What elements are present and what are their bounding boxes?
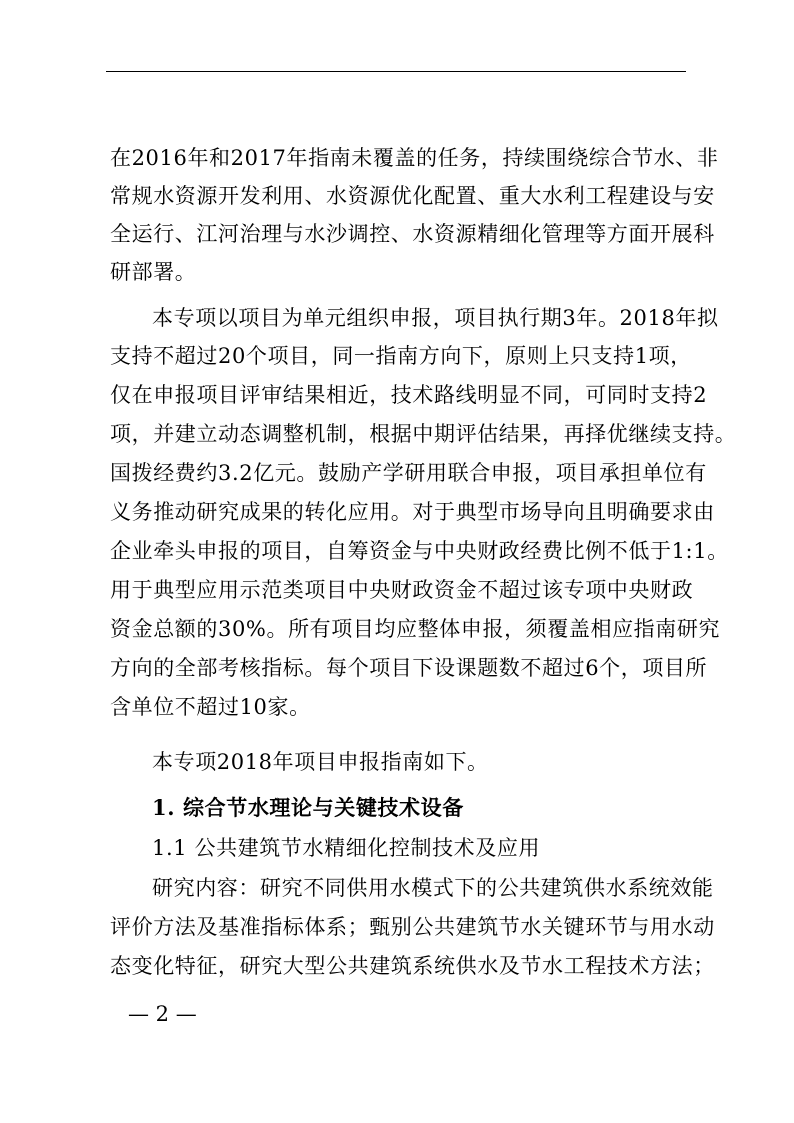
paragraph-line: 国拨经费约3.2亿元。鼓励产学研用联合申报，项目承担单位有 xyxy=(110,461,707,485)
paragraph-line: 在2016年和2017年指南未覆盖的任务，持续围绕综合节水、非 xyxy=(110,146,719,170)
paragraph-line: 义务推动研究成果的转化应用。对于典型市场导向且明确要求由 xyxy=(110,500,715,524)
paragraph-line: 态变化特征，研究大型公共建筑系统供水及节水工程技术方法； xyxy=(110,954,715,978)
paragraph-line: 项，并建立动态调整机制，根据中期评估结果，再择优继续支持。 xyxy=(110,422,737,446)
paragraph-line: 含单位不超过10家。 xyxy=(110,695,311,719)
page-number: — 2 — xyxy=(128,1002,197,1026)
paragraph-line: 企业牵头申报的项目，自筹资金与中央财政经费比例不低于1:1。 xyxy=(110,539,729,563)
header-rule xyxy=(106,71,686,72)
paragraph-line: 仅在申报项目评审结果相近，技术路线明显不同，可同时支持2 xyxy=(110,383,708,407)
paragraph-line: 用于典型应用示范类项目中央财政资金不超过该专项中央财政 xyxy=(110,578,694,602)
section-heading: 1. 综合节水理论与关键技术设备 xyxy=(152,795,464,820)
paragraph-line: 本专项以项目为单元组织申报，项目执行期3年。2018年拟 xyxy=(152,306,719,330)
paragraph-line: 支持不超过20个项目，同一指南方向下，原则上只支持1项， xyxy=(110,344,692,368)
paragraph-line: 方向的全部考核指标。每个项目下设课题数不超过6个，项目所 xyxy=(110,656,708,680)
paragraph-line: 本专项2018年项目申报指南如下。 xyxy=(152,750,489,774)
paragraph-line: 研究内容：研究不同供用水模式下的公共建筑供水系统效能 xyxy=(152,876,714,900)
paragraph-line: 全运行、江河治理与水沙调控、水资源精细化管理等方面开展科 xyxy=(110,222,715,246)
paragraph-line: 常规水资源开发利用、水资源优化配置、重大水利工程建设与安 xyxy=(110,184,715,208)
paragraph-line: 研部署。 xyxy=(110,260,197,284)
paragraph-line: 评价方法及基准指标体系；甄别公共建筑节水关键环节与用水动 xyxy=(110,915,715,939)
paragraph-line: 资金总额的30%。所有项目均应整体申报，须覆盖相应指南研究 xyxy=(110,617,721,641)
subsection-heading: 1.1 公共建筑节水精细化控制技术及应用 xyxy=(152,836,541,860)
